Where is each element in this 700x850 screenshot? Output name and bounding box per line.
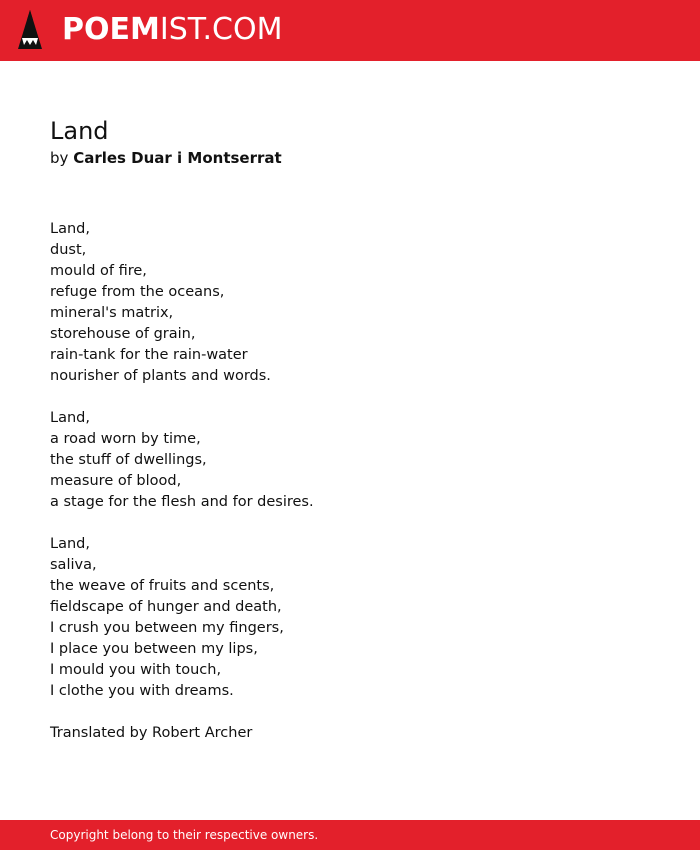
poem-line: a road worn by time, [50, 431, 201, 447]
site-header [0, 0, 700, 61]
poem-line: I clothe you with dreams. [50, 683, 234, 699]
poem-line: Land, [50, 410, 90, 426]
poem-line: refuge from the oceans, [50, 284, 225, 300]
poem-line: mineral's matrix, [50, 305, 174, 321]
poem-content [50, 115, 650, 765]
poem-line: Land, [50, 221, 90, 237]
poem-line: the weave of fruits and scents, [50, 578, 275, 594]
poem-byline [50, 147, 650, 169]
poem-line: storehouse of grain, [50, 326, 196, 342]
byline-prefix: by [50, 149, 69, 167]
poem-line: I place you between my lips, [50, 641, 258, 657]
poem-stanza [50, 723, 650, 744]
poem-stanza [50, 534, 650, 702]
poem-line: I crush you between my fingers, [50, 620, 284, 636]
poem-line: rain-tank for the rain-water [50, 347, 248, 363]
poem-line: I mould you with touch, [50, 662, 222, 678]
poem-line: Translated by Robert Archer [50, 725, 253, 741]
poem-line: saliva, [50, 557, 97, 573]
pencil-tip-icon[interactable] [17, 9, 43, 51]
site-footer [0, 820, 700, 850]
poem-line: measure of blood, [50, 473, 182, 489]
poem-line: the stuff of dwellings, [50, 452, 207, 468]
poem-line: a stage for the flesh and for desires. [50, 494, 314, 510]
poem-line: fieldscape of hunger and death, [50, 599, 282, 615]
poem-line: nourisher of plants and words. [50, 368, 271, 384]
poem-line: dust, [50, 242, 87, 258]
author-name: Carles Duar i Montserrat [73, 149, 282, 167]
poem-line: Land, [50, 536, 90, 552]
site-logo[interactable] [62, 11, 282, 49]
poem-title: Land [50, 117, 109, 145]
poem-stanza [50, 219, 650, 387]
poem-line: mould of fire, [50, 263, 147, 279]
copyright-text: Copyright belong to their respective owners. [50, 828, 319, 842]
poem-stanza [50, 408, 650, 513]
logo-light-text: IST.COM [159, 12, 283, 47]
logo-bold-text: POEM [62, 12, 160, 47]
poem-body [50, 219, 650, 744]
